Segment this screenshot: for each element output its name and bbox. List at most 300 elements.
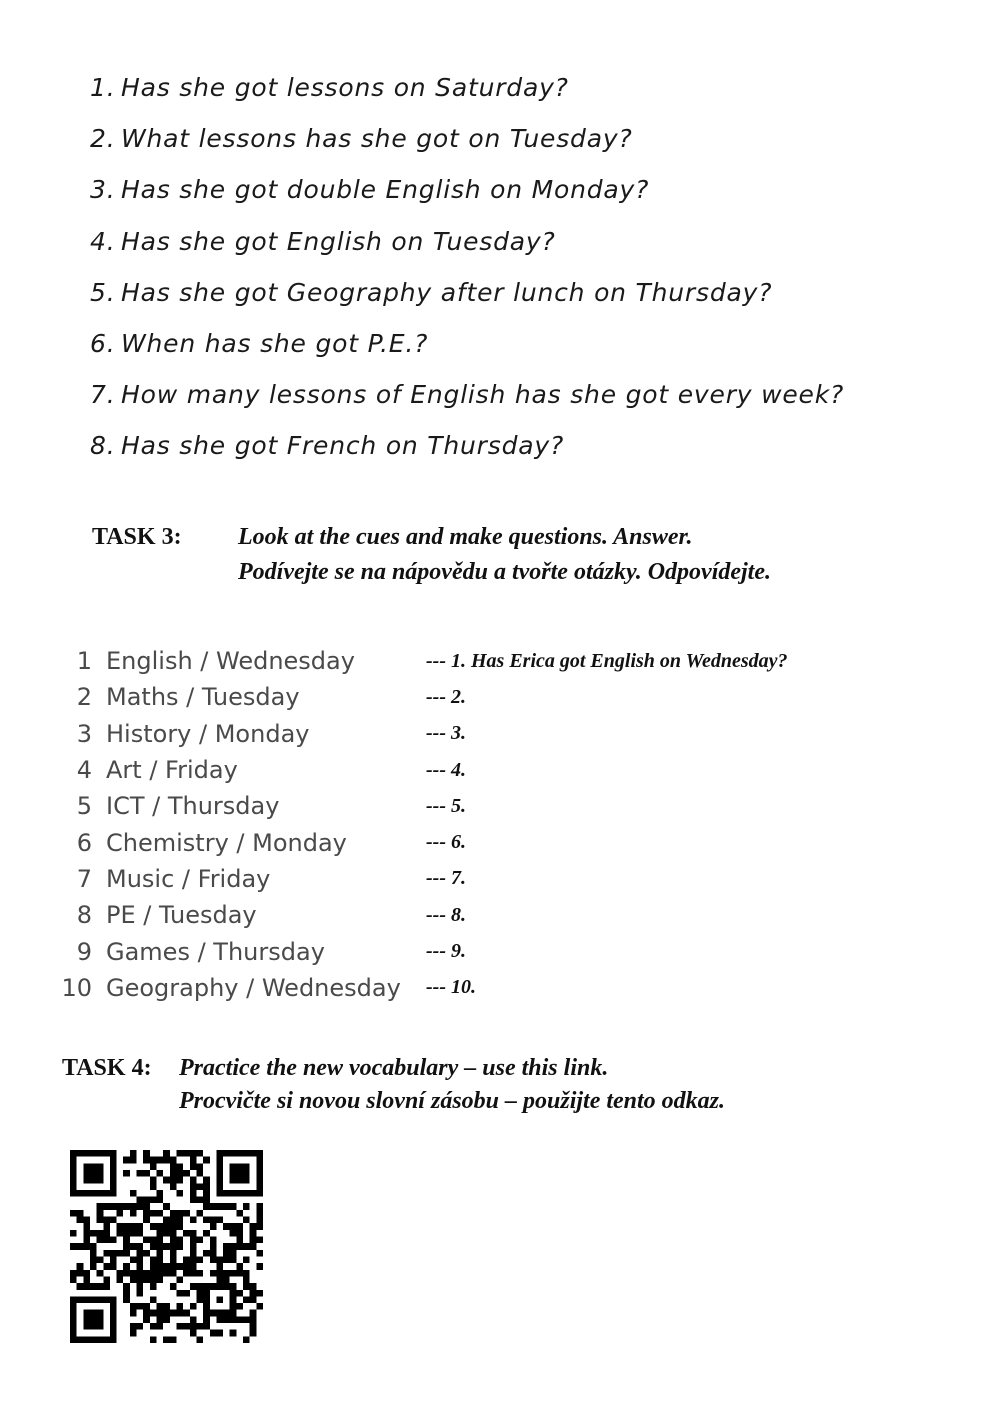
qr-module xyxy=(163,1270,170,1277)
qr-module xyxy=(123,1237,130,1244)
qr-module xyxy=(83,1223,90,1230)
qr-module xyxy=(143,1310,150,1317)
cue-row xyxy=(56,861,466,897)
qr-module xyxy=(256,1203,263,1210)
qr-module xyxy=(176,1303,183,1310)
question-number: 5. xyxy=(90,277,116,307)
qr-module xyxy=(243,1256,250,1263)
qr-module xyxy=(137,1256,144,1263)
qr-code-icon[interactable] xyxy=(70,1150,263,1343)
qr-module xyxy=(203,1183,210,1190)
qr-module xyxy=(210,1256,217,1263)
qr-module xyxy=(216,1263,223,1270)
qr-module xyxy=(176,1163,183,1170)
question-item xyxy=(90,369,844,420)
qr-module xyxy=(203,1316,210,1323)
cue-answer: --- 2. xyxy=(426,685,466,708)
qr-module xyxy=(190,1330,197,1337)
qr-module xyxy=(230,1223,237,1230)
qr-module xyxy=(170,1223,177,1230)
qr-module xyxy=(210,1250,217,1257)
qr-module xyxy=(203,1230,210,1237)
qr-module xyxy=(70,1230,77,1237)
qr-module xyxy=(137,1250,144,1257)
qr-module xyxy=(117,1230,124,1237)
qr-module xyxy=(183,1290,190,1297)
qr-module xyxy=(170,1230,177,1237)
qr-module xyxy=(143,1270,150,1277)
qr-module xyxy=(250,1237,257,1244)
qr-module xyxy=(183,1150,190,1157)
qr-module xyxy=(123,1223,130,1230)
qr-module xyxy=(130,1323,137,1330)
cue-number: 8 xyxy=(76,901,92,930)
qr-module xyxy=(137,1283,144,1290)
qr-module xyxy=(176,1217,183,1224)
qr-module xyxy=(123,1250,130,1257)
qr-module xyxy=(176,1323,183,1330)
qr-module xyxy=(137,1303,144,1310)
cue-number: 10 xyxy=(61,973,92,1002)
qr-module xyxy=(250,1310,257,1317)
qr-module xyxy=(157,1303,164,1310)
qr-module xyxy=(190,1177,197,1184)
question-text: How many lessons of English has she got every week? xyxy=(121,380,845,410)
qr-module xyxy=(196,1296,203,1303)
qr-module xyxy=(196,1197,203,1204)
qr-module xyxy=(216,1203,223,1210)
qr-module xyxy=(157,1256,164,1263)
question-text: Has she got Geography after lunch on Thursday? xyxy=(121,277,773,307)
qr-module xyxy=(163,1150,170,1157)
qr-module xyxy=(230,1256,237,1263)
qr-module xyxy=(70,1276,77,1283)
qr-module xyxy=(157,1190,164,1197)
qr-align-inner xyxy=(216,1296,223,1303)
qr-module xyxy=(123,1270,130,1277)
qr-module xyxy=(190,1190,197,1197)
qr-module xyxy=(163,1263,170,1270)
qr-module xyxy=(190,1323,197,1330)
qr-module xyxy=(130,1210,137,1217)
qr-finder-inner xyxy=(230,1163,250,1183)
question-item xyxy=(90,164,844,215)
cue-number: 6 xyxy=(76,828,92,857)
qr-module xyxy=(190,1197,197,1204)
qr-module xyxy=(103,1223,110,1230)
qr-module xyxy=(77,1263,84,1270)
qr-module xyxy=(190,1157,197,1164)
qr-module xyxy=(90,1283,97,1290)
qr-module xyxy=(170,1170,177,1177)
qr-module xyxy=(157,1323,164,1330)
qr-module xyxy=(123,1283,130,1290)
qr-module xyxy=(250,1330,257,1337)
qr-module xyxy=(150,1197,157,1204)
qr-module xyxy=(170,1243,177,1250)
qr-module xyxy=(243,1296,250,1303)
qr-module xyxy=(157,1316,164,1323)
qr-module xyxy=(150,1256,157,1263)
qr-module xyxy=(223,1250,230,1257)
qr-module xyxy=(190,1243,197,1250)
qr-module xyxy=(77,1210,84,1217)
qr-module xyxy=(203,1157,210,1164)
cue-text: Art / Friday xyxy=(106,756,238,785)
qr-module xyxy=(123,1243,130,1250)
task-4-label: TASK 4: xyxy=(62,1055,152,1081)
qr-module xyxy=(183,1310,190,1317)
qr-module xyxy=(143,1203,150,1210)
qr-module xyxy=(236,1210,243,1217)
qr-module xyxy=(223,1276,230,1283)
task-3-label: TASK 3: xyxy=(92,524,182,550)
qr-module xyxy=(110,1203,117,1210)
qr-module xyxy=(97,1270,104,1277)
question-item xyxy=(90,267,844,318)
qr-module xyxy=(77,1217,84,1224)
qr-module xyxy=(130,1150,137,1157)
task-4-instruction-cz: Procvičte si novou slovní zásobu – použijte tento odkaz. xyxy=(179,1088,726,1114)
qr-module xyxy=(117,1270,124,1277)
cue-text: Geography / Wednesday xyxy=(106,973,401,1002)
qr-module xyxy=(236,1270,243,1277)
qr-module xyxy=(196,1290,203,1297)
qr-module xyxy=(256,1290,263,1297)
cue-number: 4 xyxy=(76,756,92,785)
qr-module xyxy=(97,1217,104,1224)
qr-module xyxy=(190,1183,197,1190)
qr-module xyxy=(143,1237,150,1244)
qr-module xyxy=(236,1223,243,1230)
qr-module xyxy=(190,1150,197,1157)
qr-module xyxy=(170,1270,177,1277)
qr-module xyxy=(190,1256,197,1263)
qr-module xyxy=(157,1170,164,1177)
qr-module xyxy=(150,1310,157,1317)
qr-module xyxy=(196,1163,203,1170)
qr-module xyxy=(250,1323,257,1330)
qr-module xyxy=(130,1243,137,1250)
cue-answer: --- 8. xyxy=(426,903,466,926)
qr-finder-inner xyxy=(83,1310,103,1330)
qr-module xyxy=(203,1217,210,1224)
qr-module xyxy=(83,1230,90,1237)
qr-module xyxy=(163,1336,170,1343)
qr-module xyxy=(163,1230,170,1237)
qr-module xyxy=(176,1150,183,1157)
qr-module xyxy=(170,1256,177,1263)
qr-module xyxy=(143,1150,150,1157)
qr-module xyxy=(117,1223,124,1230)
cue-answer: --- 1. Has Erica got English on Wednesday? xyxy=(426,649,788,672)
cue-answer: --- 3. xyxy=(426,722,466,745)
question-number: 8. xyxy=(90,431,116,461)
qr-module xyxy=(236,1303,243,1310)
qr-module xyxy=(150,1237,157,1244)
qr-module xyxy=(183,1256,190,1263)
qr-module xyxy=(110,1217,117,1224)
qr-module xyxy=(190,1250,197,1257)
qr-module xyxy=(256,1263,263,1270)
qr-module xyxy=(183,1230,190,1237)
qr-module xyxy=(196,1336,203,1343)
qr-module xyxy=(196,1183,203,1190)
qr-module xyxy=(157,1250,164,1257)
qr-module xyxy=(170,1217,177,1224)
qr-module xyxy=(137,1223,144,1230)
qr-module xyxy=(150,1270,157,1277)
qr-module xyxy=(117,1203,124,1210)
qr-module xyxy=(163,1157,170,1164)
qr-module xyxy=(216,1270,223,1277)
qr-module xyxy=(143,1197,150,1204)
qr-module xyxy=(170,1237,177,1244)
question-number: 4. xyxy=(90,226,116,256)
task-4-instructions xyxy=(179,1052,725,1118)
qr-module xyxy=(137,1270,144,1277)
qr-module xyxy=(137,1276,144,1283)
qr-module xyxy=(223,1256,230,1263)
qr-module xyxy=(170,1310,177,1317)
qr-module xyxy=(170,1157,177,1164)
qr-module xyxy=(83,1283,90,1290)
qr-module xyxy=(157,1263,164,1270)
qr-module xyxy=(150,1157,157,1164)
cue-row xyxy=(56,752,466,788)
cue-number: 1 xyxy=(76,647,92,676)
qr-module xyxy=(250,1223,257,1230)
qr-module xyxy=(243,1243,250,1250)
cue-answer: --- 5. xyxy=(426,794,466,817)
qr-module xyxy=(203,1203,210,1210)
qr-module xyxy=(123,1296,130,1303)
qr-module xyxy=(210,1237,217,1244)
qr-module xyxy=(210,1217,217,1224)
qr-module xyxy=(97,1203,104,1210)
qr-module xyxy=(176,1310,183,1317)
qr-module xyxy=(150,1336,157,1343)
qr-module xyxy=(176,1190,183,1197)
qr-module xyxy=(90,1230,97,1237)
qr-module xyxy=(210,1203,217,1210)
cue-row xyxy=(56,788,466,824)
qr-module xyxy=(250,1296,257,1303)
qr-module xyxy=(150,1163,157,1170)
cue-row xyxy=(56,897,466,933)
qr-module xyxy=(223,1243,230,1250)
qr-module xyxy=(196,1270,203,1277)
qr-module xyxy=(176,1243,183,1250)
qr-module xyxy=(176,1177,183,1184)
qr-module xyxy=(163,1217,170,1224)
qr-module xyxy=(143,1217,150,1224)
qr-module xyxy=(143,1316,150,1323)
qr-module xyxy=(70,1243,77,1250)
qr-module xyxy=(143,1276,150,1283)
qr-module xyxy=(143,1170,150,1177)
qr-module xyxy=(83,1276,90,1283)
qr-module xyxy=(243,1336,250,1343)
cue-number: 7 xyxy=(76,864,92,893)
qr-module xyxy=(170,1250,177,1257)
qr-module xyxy=(176,1263,183,1270)
qr-module xyxy=(150,1276,157,1283)
qr-module xyxy=(97,1230,104,1237)
task-3-instruction-en: Look at the cues and make questions. Answer. xyxy=(238,524,693,550)
cue-text: Music / Friday xyxy=(106,864,271,893)
qr-code-graphic xyxy=(70,1150,263,1343)
qr-module xyxy=(243,1270,250,1277)
qr-module xyxy=(97,1283,104,1290)
qr-module xyxy=(236,1237,243,1244)
qr-module xyxy=(77,1283,84,1290)
question-text: Has she got French on Thursday? xyxy=(121,431,565,461)
qr-module xyxy=(183,1210,190,1217)
qr-module xyxy=(143,1303,150,1310)
qr-module xyxy=(190,1217,197,1224)
question-item xyxy=(90,62,844,113)
cue-text: Maths / Tuesday xyxy=(106,683,300,712)
qr-module xyxy=(196,1150,203,1157)
qr-module xyxy=(196,1283,203,1290)
qr-module xyxy=(196,1210,203,1217)
qr-module xyxy=(223,1270,230,1277)
qr-module xyxy=(97,1237,104,1244)
qr-module xyxy=(183,1270,190,1277)
qr-module xyxy=(230,1250,237,1257)
qr-module xyxy=(157,1310,164,1317)
cue-text: History / Monday xyxy=(106,719,310,748)
task-4-instruction-en: Practice the new vocabulary – use this link. xyxy=(179,1055,609,1081)
qr-module xyxy=(163,1223,170,1230)
qr-module xyxy=(230,1230,237,1237)
cue-text: PE / Tuesday xyxy=(106,901,257,930)
qr-module xyxy=(130,1157,137,1164)
qr-module xyxy=(176,1237,183,1244)
qr-module xyxy=(216,1316,223,1323)
qr-module xyxy=(103,1217,110,1224)
qr-module xyxy=(250,1243,257,1250)
cue-answer: --- 4. xyxy=(426,758,466,781)
qr-module xyxy=(123,1157,130,1164)
qr-module xyxy=(97,1256,104,1263)
qr-module xyxy=(123,1170,130,1177)
qr-module xyxy=(223,1223,230,1230)
qr-module xyxy=(150,1263,157,1270)
qr-module xyxy=(170,1263,177,1270)
question-item xyxy=(90,216,844,267)
cue-row xyxy=(56,643,788,679)
qr-module xyxy=(236,1290,243,1297)
qr-module xyxy=(157,1157,164,1164)
qr-module xyxy=(256,1223,263,1230)
cue-number: 3 xyxy=(76,719,92,748)
qr-module xyxy=(190,1237,197,1244)
qr-module xyxy=(256,1210,263,1217)
qr-module xyxy=(70,1210,77,1217)
qr-module xyxy=(190,1270,197,1277)
qr-module xyxy=(157,1243,164,1250)
qr-module xyxy=(243,1203,250,1210)
qr-module xyxy=(143,1210,150,1217)
qr-module xyxy=(143,1250,150,1257)
qr-module xyxy=(250,1230,257,1237)
qr-module xyxy=(223,1203,230,1210)
qr-module xyxy=(176,1290,183,1297)
qr-module xyxy=(163,1177,170,1184)
qr-module xyxy=(190,1263,197,1270)
qr-module xyxy=(103,1230,110,1237)
qr-module xyxy=(230,1330,237,1337)
task-3-instructions xyxy=(238,520,771,590)
qr-module xyxy=(210,1330,217,1337)
qr-module xyxy=(123,1290,130,1297)
qr-module xyxy=(150,1296,157,1303)
question-item xyxy=(90,318,844,369)
qr-module xyxy=(183,1170,190,1177)
qr-module xyxy=(196,1256,203,1263)
qr-module xyxy=(83,1237,90,1244)
question-text: Has she got lessons on Saturday? xyxy=(121,73,569,103)
qr-module xyxy=(150,1243,157,1250)
qr-module xyxy=(163,1310,170,1317)
cues-list xyxy=(56,643,788,1006)
qr-module xyxy=(210,1270,217,1277)
question-text: What lessons has she got on Tuesday? xyxy=(121,124,633,154)
cue-number: 9 xyxy=(76,937,92,966)
questions-list xyxy=(90,62,844,472)
qr-module xyxy=(236,1316,243,1323)
qr-module xyxy=(230,1316,237,1323)
qr-module xyxy=(130,1223,137,1230)
qr-module xyxy=(123,1263,130,1270)
qr-module xyxy=(230,1203,237,1210)
qr-module xyxy=(157,1230,164,1237)
qr-module xyxy=(176,1170,183,1177)
qr-module xyxy=(130,1303,137,1310)
qr-module xyxy=(203,1190,210,1197)
qr-module xyxy=(256,1303,263,1310)
cue-answer: --- 10. xyxy=(426,976,476,999)
qr-module xyxy=(196,1170,203,1177)
qr-module xyxy=(103,1276,110,1283)
qr-module xyxy=(176,1276,183,1283)
task-3-instruction-cz: Podívejte se na nápovědu a tvořte otázky. Odpovídejte. xyxy=(238,559,772,585)
qr-module xyxy=(103,1203,110,1210)
question-number: 2. xyxy=(90,124,116,154)
question-item xyxy=(90,113,844,164)
qr-module xyxy=(256,1250,263,1257)
qr-module xyxy=(90,1250,97,1257)
cue-row xyxy=(56,679,466,715)
qr-module xyxy=(77,1243,84,1250)
qr-module xyxy=(170,1177,177,1184)
cue-number: 2 xyxy=(76,683,92,712)
qr-module xyxy=(223,1316,230,1323)
qr-module xyxy=(256,1237,263,1244)
qr-module xyxy=(117,1210,124,1217)
qr-module xyxy=(170,1336,177,1343)
cue-row xyxy=(56,824,466,860)
qr-module xyxy=(150,1210,157,1217)
qr-module xyxy=(150,1223,157,1230)
cue-answer: --- 9. xyxy=(426,940,466,963)
qr-module xyxy=(130,1203,137,1210)
qr-module xyxy=(117,1276,124,1283)
qr-module xyxy=(150,1177,157,1184)
question-text: Has she got English on Tuesday? xyxy=(121,226,556,256)
